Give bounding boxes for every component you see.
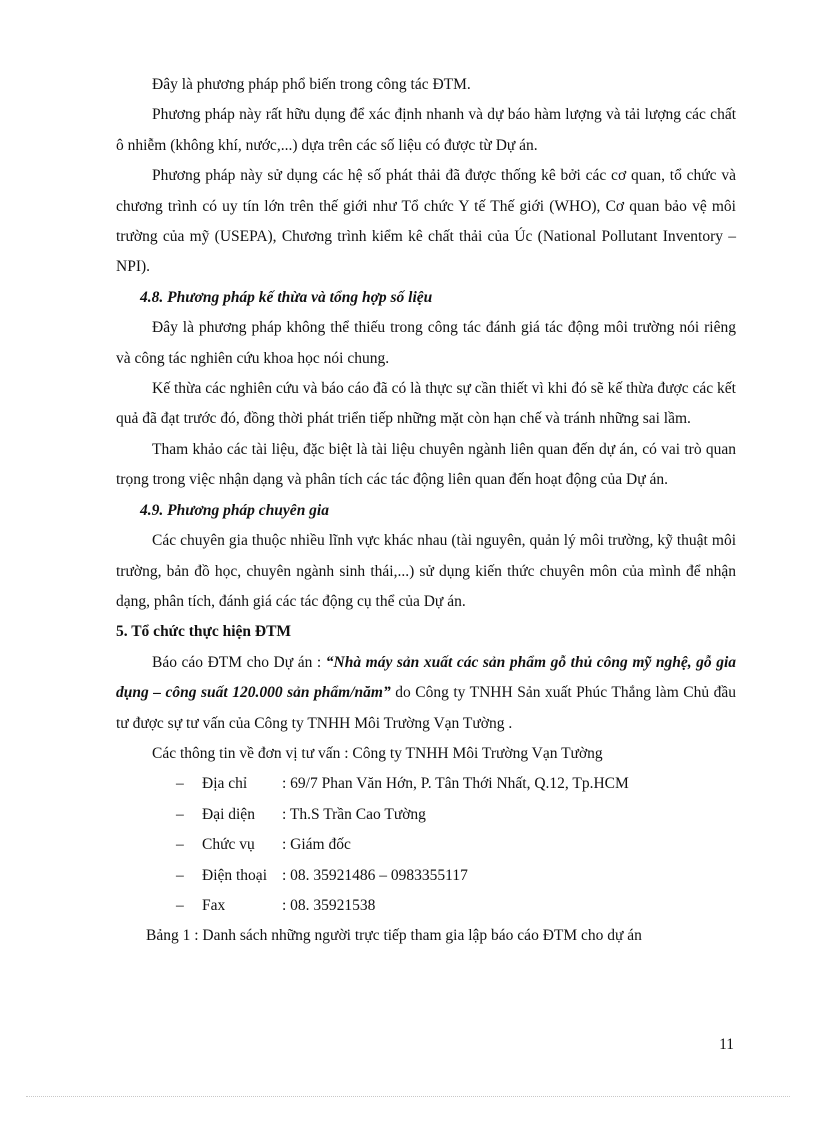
paragraph: Đây là phương pháp phổ biến trong công tác ĐTM.	[152, 76, 471, 93]
contact-value: : 08. 35921486 – 0983355117	[282, 866, 468, 884]
section-heading-4-9: 4.9. Phương pháp chuyên gia	[140, 501, 329, 519]
contact-label: Fax	[202, 896, 226, 914]
dash: –	[176, 805, 184, 823]
paragraph: Tham khảo các tài liệu, đặc biệt là tài liệu chuyên ngành liên quan đến dự án, có vai trò quan trọng trong việc nhận dạng và phân tích các tác động liên quan đến hoạt động của Dự án.	[116, 440, 736, 489]
contact-row-fax	[176, 891, 736, 921]
paragraph-project-intro	[116, 648, 736, 739]
page-bottom-divider	[26, 1096, 790, 1097]
contact-list	[116, 769, 736, 921]
dash: –	[176, 896, 184, 914]
contact-label: Đại diện	[202, 805, 255, 823]
page-number: 11	[719, 1036, 734, 1053]
contact-label: Chức vụ	[202, 836, 255, 854]
document-page	[116, 70, 736, 952]
contact-label: Điện thoại	[202, 866, 267, 884]
dash: –	[176, 866, 184, 884]
intro-prefix: Báo cáo ĐTM cho Dự án :	[152, 653, 326, 671]
section-heading-5: 5. Tổ chức thực hiện ĐTM	[116, 623, 292, 641]
section-heading-4-8: 4.8. Phương pháp kế thừa và tổng hợp số liệu	[140, 288, 433, 306]
paragraph: Phương pháp này rất hữu dụng để xác định nhanh và dự báo hàm lượng và tải lượng các chất ô nhiễm (không khí, nước,...) dựa trên các số liệu có được từ Dự án.	[116, 106, 736, 154]
contact-label: Địa chỉ	[202, 775, 248, 793]
paragraph: Đây là phương pháp không thể thiếu trong công tác đánh giá tác động môi trường nói riêng và công tác nghiên cứu khoa học nói chung.	[116, 319, 736, 367]
contact-row-phone	[176, 861, 736, 891]
contact-row-address	[176, 769, 736, 799]
contact-row-position	[176, 830, 736, 860]
paragraph: Kế thừa các nghiên cứu và báo cáo đã có là thực sự cần thiết vì khi đó sẽ kế thừa được các kết quả đã đạt trước đó, đồng thời phát triển tiếp những mặt còn hạn chế và tránh những sai lầm.	[116, 380, 736, 428]
paragraph: Phương pháp này sử dụng các hệ số phát thải đã được thống kê bởi các cơ quan, tổ chức và chương trình có uy tín lớn trên thế giới như Tổ chức Y tế Thế giới (WHO), Cơ quan bảo vệ môi trường của mỹ (USEPA), Chương trình kiểm kê chất thải của Úc (National Pollutant Inventory – NPI).	[116, 167, 736, 276]
consultant-line: Các thông tin về đơn vị tư vấn : Công ty TNHH Môi Trường Vạn Tường	[152, 744, 603, 762]
table-caption: Bảng 1 : Danh sách những người trực tiếp tham gia lập báo cáo ĐTM cho dự án	[146, 927, 642, 945]
contact-row-representative	[176, 800, 736, 830]
dash: –	[176, 836, 184, 854]
project-name: “Nhà máy sản xuất các sản phẩm gỗ thủ công mỹ nghệ, gỗ gia dụng – công suất 120.000 sản phẩm/năm”	[116, 653, 737, 702]
paragraph: Các chuyên gia thuộc nhiều lĩnh vực khác nhau (tài nguyên, quản lý môi trường, kỹ thuật môi trường, bản đồ học, chuyên ngành sinh thái,...) sử dụng kiến thức chuyên môn của mình để nhận dạng, phân tích, đánh giá các tác động cụ thể của Dự án.	[116, 532, 736, 610]
intro-suffix: do Công ty TNHH Sản xuất Phúc Thắng làm Chủ đầu tư được sự tư vấn của Công ty TNHH Môi Trường Vạn Tường .	[116, 684, 736, 732]
dash: –	[176, 775, 184, 793]
contact-value: : Giám đốc	[282, 836, 351, 854]
contact-value: : 08. 35921538	[282, 896, 376, 914]
contact-value: : 69/7 Phan Văn Hớn, P. Tân Thới Nhất, Q.12, Tp.HCM	[282, 775, 629, 793]
contact-value: : Th.S Trần Cao Tường	[282, 805, 426, 823]
